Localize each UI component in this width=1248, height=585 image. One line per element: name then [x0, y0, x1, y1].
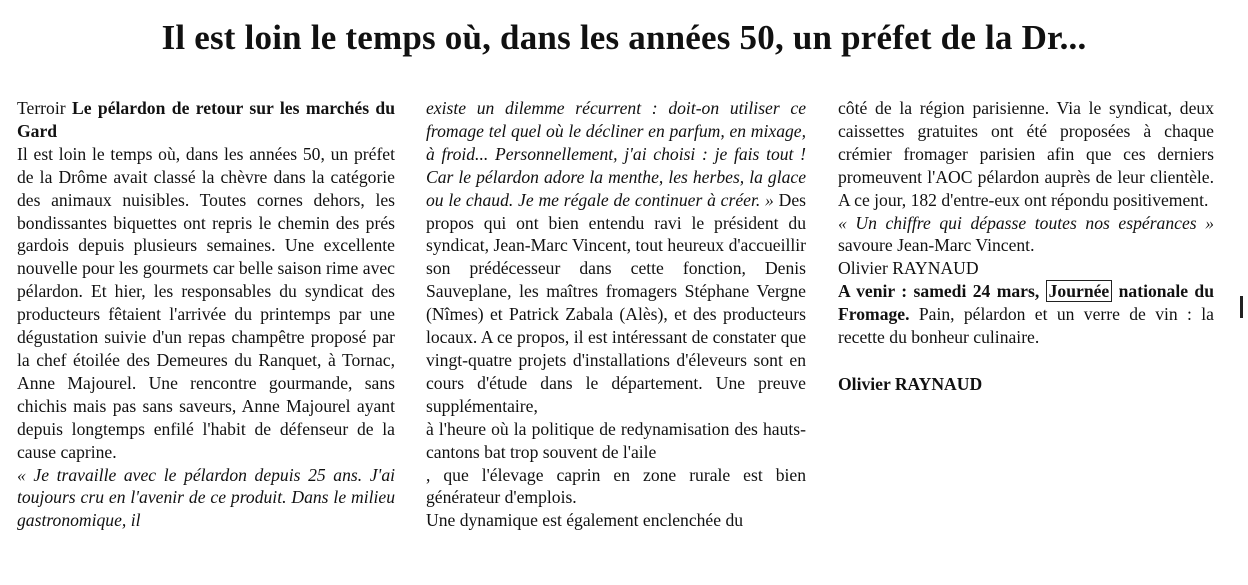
body-paragraph: , que l'élevage caprin en zone rurale est bien générateur d'emplois. — [426, 464, 806, 508]
author-signature: Olivier RAYNAUD — [838, 373, 983, 394]
body-text: Des propos qui ont bien entendu ravi le président du syndicat, Jean-Marc Vincent, tout heureux d'accueillir son prédécesseur dans cette fonction, Denis Sauveplane, les maîtres fromagers Stéphane Vergne (Nîmes) et Patrick Zabala (Alès), et des producteurs locaux. A ce propos, il est intéressant de constater que vingt-quatre projets d'installations d'éleveurs sont en cours d'étude dans le département. Une preuve supplémentaire, — [426, 189, 806, 416]
article-column-3 — [838, 97, 1214, 396]
body-paragraph: Une dynamique est également enclenchée du — [426, 510, 744, 531]
body-paragraph: Il est loin le temps où, dans les années 50, un préfet de la Drôme avait classé la chèvre dans la catégorie des animaux nuisibles. Toutes cornes dehors, les bondissantes biquettes ont repris le chemin des prés gardois depuis plusieurs semaines. Une excellente nouvelle pour les gourmets car belle saison rime avec pélardon. Et hier, les responsables du syndicat des producteurs fêtaient l'arrivée du printemps par une dégustation suivie d'un repas champêtre proposé par la chef étoilée des Demeures du Ranquet, à Tornac, Anne Majourel. Une rencontre gourmande, sans chichis mais pas sans saveurs, Anne Majourel ayant depuis longtemps enfilé l'habit de défenseur de la cause caprine. — [17, 143, 395, 462]
author-inline: Olivier RAYNAUD — [838, 258, 979, 279]
announcement-text: Pain, pélardon et un verre de vin : la recette du bonheur culinaire. — [838, 304, 1214, 348]
quote-continuation: existe un dilemme récurrent : doit-on utiliser ce fromage tel quel où le décliner en parfum, en mixage, à froid... Personnellement, j'ai choisi : je fais tout ! Car le pélardon adore la menthe, les herbes, la glace ou le chaud. Je me régale de continuer à créer. » — [426, 98, 806, 210]
announcement-boxed-word: Journée — [1046, 280, 1113, 302]
quote-paragraph — [838, 212, 1214, 258]
quote-attribution: savoure Jean-Marc Vincent. — [838, 235, 1035, 256]
section-kicker: Terroir — [17, 98, 66, 118]
article-headline: Il est loin le temps où, dans les années 50, un préfet de la Dr... — [161, 18, 1087, 57]
scan-edge-mark — [1240, 296, 1243, 318]
quote-paragraph: « Je travaille avec le pélardon depuis 25 ans. J'ai toujours cru en l'avenir de ce produit. Dans le milieu gastronomique, il — [17, 464, 395, 531]
body-paragraph: à l'heure où la politique de redynamisation des hauts-cantons bat trop souvent de l'aile — [426, 418, 806, 462]
article-column-2 — [426, 97, 806, 532]
announcement-date: A venir : samedi 24 mars, — [838, 281, 1040, 302]
quote-text: « Un chiffre qui dépasse toutes nos espérances » — [838, 212, 1214, 233]
announcement-event: nationale du Fromage. — [838, 281, 1214, 325]
article-column-1 — [17, 97, 395, 532]
announcement — [838, 280, 1214, 349]
section-intro — [17, 97, 395, 143]
body-paragraph — [426, 97, 806, 418]
body-paragraph: côté de la région parisienne. Via le syndicat, deux caissettes gratuites ont été proposées à chaque crémier fromager parisien afin que ces derniers promeuvent l'AOC pélardon auprès de leur clientèle. A ce jour, 182 d'entre-eux ont répondu positivement. — [838, 98, 1214, 210]
article-subtitle: Le pélardon de retour sur les marchés du Gard — [17, 98, 396, 141]
